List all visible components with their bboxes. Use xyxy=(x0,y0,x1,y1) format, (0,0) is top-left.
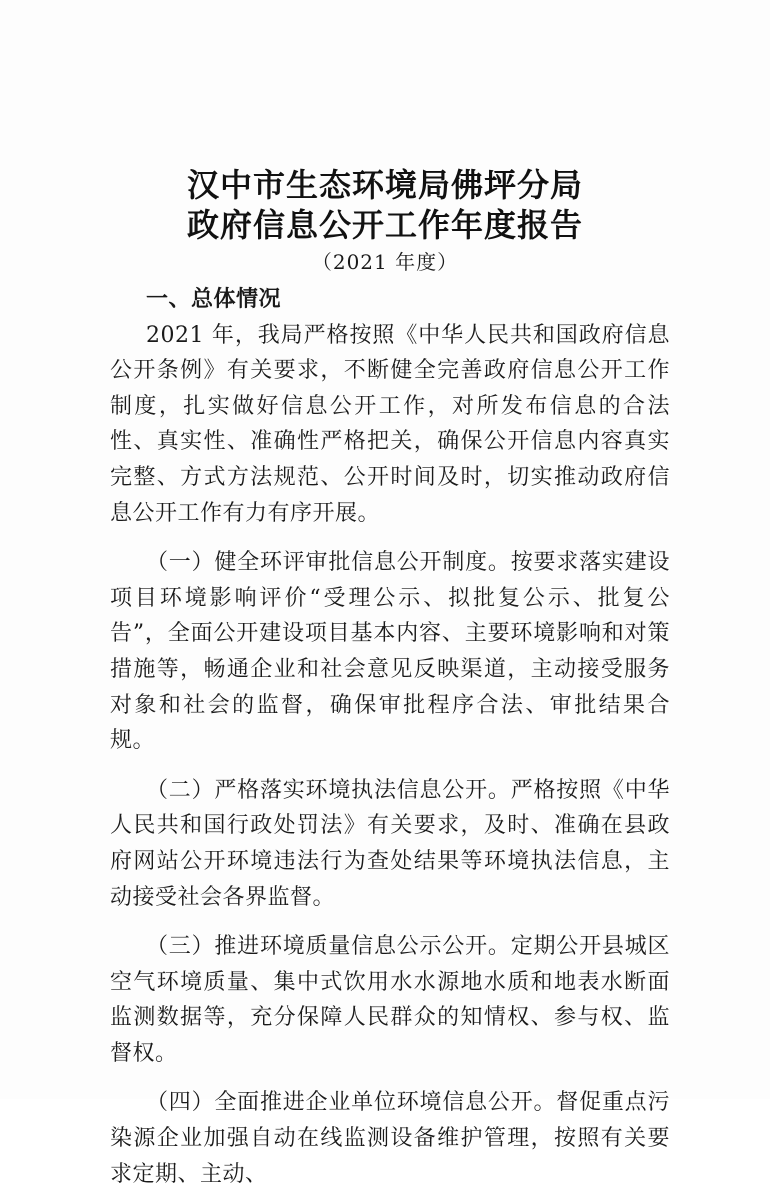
item-text-1: 按要求落实建设项目环境影响评价“受理公示、拟批复公示、批复公告”，全面公开建设项目基本内容、主要环境影响和对策措施等，畅通企业和社会意见反映渠道，主动接受服务对象和社会的监督，确保审批程序合法、审批结果合规。 xyxy=(110,550,670,754)
item-text-4: 督促重点污染源企业加强自动在线监测设备维护管理，按照有关要求定期、主动、 xyxy=(110,1090,670,1187)
document-title-line2: 政府信息公开工作年度报告 xyxy=(186,206,583,244)
item-paragraph-3 xyxy=(110,929,670,1071)
item-lead-3: （三）推进环境质量信息公示公开。 xyxy=(146,934,511,960)
item-paragraph-2 xyxy=(110,773,670,915)
report-year: （2021 年度） xyxy=(311,250,459,274)
item-lead-1: （一）健全环评审批信息公开制度。 xyxy=(146,550,511,576)
item-paragraph-4 xyxy=(110,1085,670,1192)
item-text-3: 定期公开县城区空气环境质量、集中式饮用水水源地水质和地表水断面监测数据等，充分保障人民群众的知情权、参与权、监督权。 xyxy=(110,934,670,1066)
document-title-line1: 汉中市生态环境局佛坪分局 xyxy=(186,166,583,204)
intro-paragraph: 2021 年，我局严格按照《中华人民共和国政府信息公开条例》有关要求，不断健全完善政府信息公开工作制度，扎实做好信息公开工作，对所发布信息的合法性、真实性、准确性严格把关，确保公开信息内容真实完整、方式方法规范、公开时间及时，切实推动政府信息公开工作有力有序开展。 xyxy=(110,322,670,526)
document-body xyxy=(110,282,670,1192)
section-heading-overview: 一、总体情况 xyxy=(146,287,282,312)
item-lead-4: （四）全面推进企业单位环境信息公开。 xyxy=(146,1090,557,1116)
item-paragraph-1 xyxy=(110,545,670,759)
item-lead-2: （二）严格落实环境执法信息公开。 xyxy=(146,777,511,803)
item-text-2: 严格按照《中华人民共和国行政处罚法》有关要求，及时、准确在县政府网站公开环境违法行为查处结果等环境执法信息，主动接受社会各界监督。 xyxy=(110,777,670,910)
